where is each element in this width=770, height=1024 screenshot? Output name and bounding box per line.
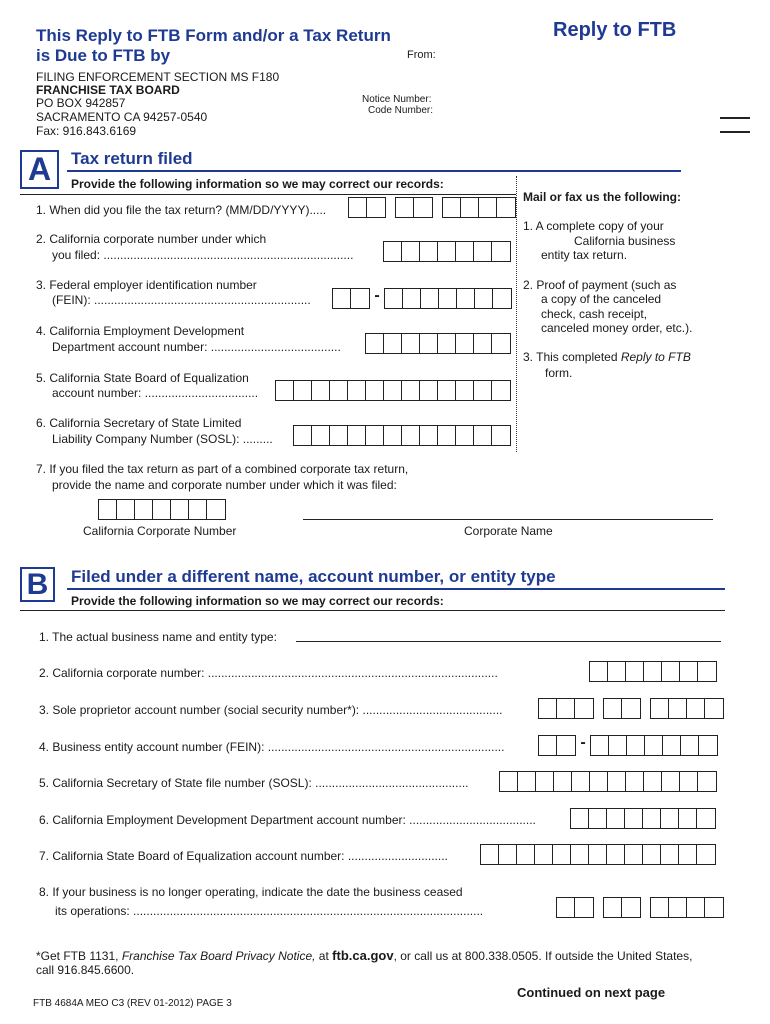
form-id: FTB 4684A MEO C3 (REV 01-2012) PAGE 3 [33, 998, 232, 1009]
a-item4-boxes[interactable] [365, 333, 511, 354]
b-item6-boxes[interactable] [570, 808, 716, 829]
address-line5: Fax: 916.843.6169 [36, 124, 137, 138]
mail1-l3: entity tax return. [541, 248, 628, 262]
section-b-rule [67, 588, 725, 590]
b-item7-boxes[interactable] [480, 844, 716, 865]
notice-number-label: Notice Number: [362, 94, 432, 105]
note-mid: at [315, 949, 333, 963]
mail2-l3: check, cash receipt, [541, 307, 648, 321]
a-item6-label1: 6. California Secretary of State Limited [36, 416, 242, 430]
a-item4-label2: Department account number: ....................................... [52, 340, 341, 354]
a-item5-label1: 5. California State Board of Equalization [36, 371, 249, 385]
form-title-line1: This Reply to FTB Form and/or a Tax Return [36, 26, 391, 45]
form-title-line2: is Due to FTB by [36, 46, 171, 65]
section-a-rule [67, 170, 681, 172]
mail1-l1: 1. A complete copy of your [523, 219, 664, 233]
note-pre: *Get FTB 1131, [36, 949, 122, 963]
b-item2-boxes[interactable] [589, 661, 717, 682]
b-item5-label: 5. California Secretary of State file number (SOSL): .............................................. [39, 776, 469, 790]
ftb-link[interactable]: ftb.ca.gov [332, 948, 394, 963]
a-item7-label2: provide the name and corporate number under which it was filed: [52, 478, 397, 492]
corp-number-label: California Corporate Number [83, 524, 237, 538]
section-a-title: Tax return filed [71, 149, 193, 168]
a-item7-corp-number-boxes[interactable] [98, 499, 226, 520]
a-item3-fein-boxes[interactable]: - [332, 288, 512, 309]
b-item1-line[interactable] [296, 641, 721, 642]
section-a-underline [20, 194, 516, 195]
mail2-l1: 2. Proof of payment (such as [523, 278, 677, 292]
mail3-l2: form. [545, 366, 573, 380]
b-item8-label1: 8. If your business is no longer operating, indicate the date the business ceased [39, 885, 463, 899]
note-line2: call 916.845.6600. [36, 963, 135, 977]
section-a-divider [516, 176, 518, 452]
section-b-title: Filed under a different name, account number, or entity type [71, 567, 556, 586]
section-a-instruction: Provide the following information so we may correct our records: [71, 177, 444, 191]
a-item7-label1: 7. If you filed the tax return as part of a combined corporate tax return, [36, 462, 409, 476]
b-item8-date-boxes[interactable] [556, 897, 724, 918]
mail3-pre: 3. This completed [523, 350, 621, 364]
b-item8-label2: its operations: ......................................................................................................... [55, 904, 484, 918]
a-item5-label2: account number: .................................. [52, 386, 259, 400]
a-item3-label1: 3. Federal employer identification number [36, 278, 257, 292]
privacy-note [36, 948, 736, 964]
scan-mark-top [720, 117, 750, 119]
b-item4-label: 4. Business entity account number (FEIN): ....................................................................... [39, 740, 505, 754]
scan-mark-bottom [720, 131, 750, 133]
b-item4-fein-boxes[interactable]: - [538, 735, 718, 756]
a-item6-label2: Liability Company Number (SOSL): ......... [52, 432, 273, 446]
section-b-letter: B [20, 567, 55, 602]
a-item2-label2: you filed: ........................................................................... [52, 248, 354, 262]
note-post: , or call us at 800.338.0505. If outside the United States, [393, 949, 693, 963]
continued-label: Continued on next page [517, 985, 666, 1000]
address-line4: SACRAMENTO CA 94257-0540 [36, 110, 208, 124]
address-line2: FRANCHISE TAX BOARD [36, 83, 180, 97]
b-item3-label: 3. Sole proprietor account number (social security number*): .......................................... [39, 703, 503, 717]
a-item2-label1: 2. California corporate number under which [36, 232, 267, 246]
a-item1-date-boxes[interactable] [348, 197, 516, 218]
b-item5-boxes[interactable] [499, 771, 717, 792]
mail3-l1 [523, 350, 691, 365]
b-item2-label: 2. California corporate number: ....................................................................................... [39, 666, 498, 680]
a-item6-boxes[interactable] [293, 425, 511, 446]
mail2-l2: a copy of the canceled [541, 292, 662, 306]
a-item2-boxes[interactable] [383, 241, 511, 262]
b-item1-label: 1. The actual business name and entity type: [39, 630, 277, 644]
mail-title: Mail or fax us the following: [523, 190, 682, 204]
section-b-instruction: Provide the following information so we may correct our records: [71, 594, 444, 608]
mail3-em: Reply to FTB [620, 350, 691, 364]
code-number-label: Code Number: [368, 105, 434, 116]
a-item7-corp-name-line[interactable] [303, 519, 713, 520]
section-a-letter: A [20, 150, 59, 189]
a-item5-boxes[interactable] [275, 380, 511, 401]
a-item3-label2: (FEIN): ................................................................. [52, 293, 311, 307]
a-item4-label1: 4. California Employment Development [36, 324, 245, 338]
b-item6-label: 6. California Employment Development Department account number: ...................................... [39, 813, 536, 827]
from-label: From: [407, 49, 436, 61]
reply-to-ftb-title: Reply to FTB [553, 19, 677, 41]
mail2-l4: canceled money order, etc.). [541, 321, 693, 335]
section-b-underline [20, 610, 725, 611]
b-item7-label: 7. California State Board of Equalization account number: .............................. [39, 849, 448, 863]
corp-name-label: Corporate Name [464, 524, 553, 538]
note-em: Franchise Tax Board Privacy Notice, [121, 949, 316, 963]
mail1-l2: California business [574, 234, 676, 248]
address-line1: FILING ENFORCEMENT SECTION MS F180 [36, 70, 280, 84]
a-item1-label: 1. When did you file the tax return? (MM/DD/YYYY)..... [36, 203, 327, 217]
address-line3: PO BOX 942857 [36, 96, 126, 110]
b-item3-ssn-boxes[interactable] [538, 698, 724, 719]
